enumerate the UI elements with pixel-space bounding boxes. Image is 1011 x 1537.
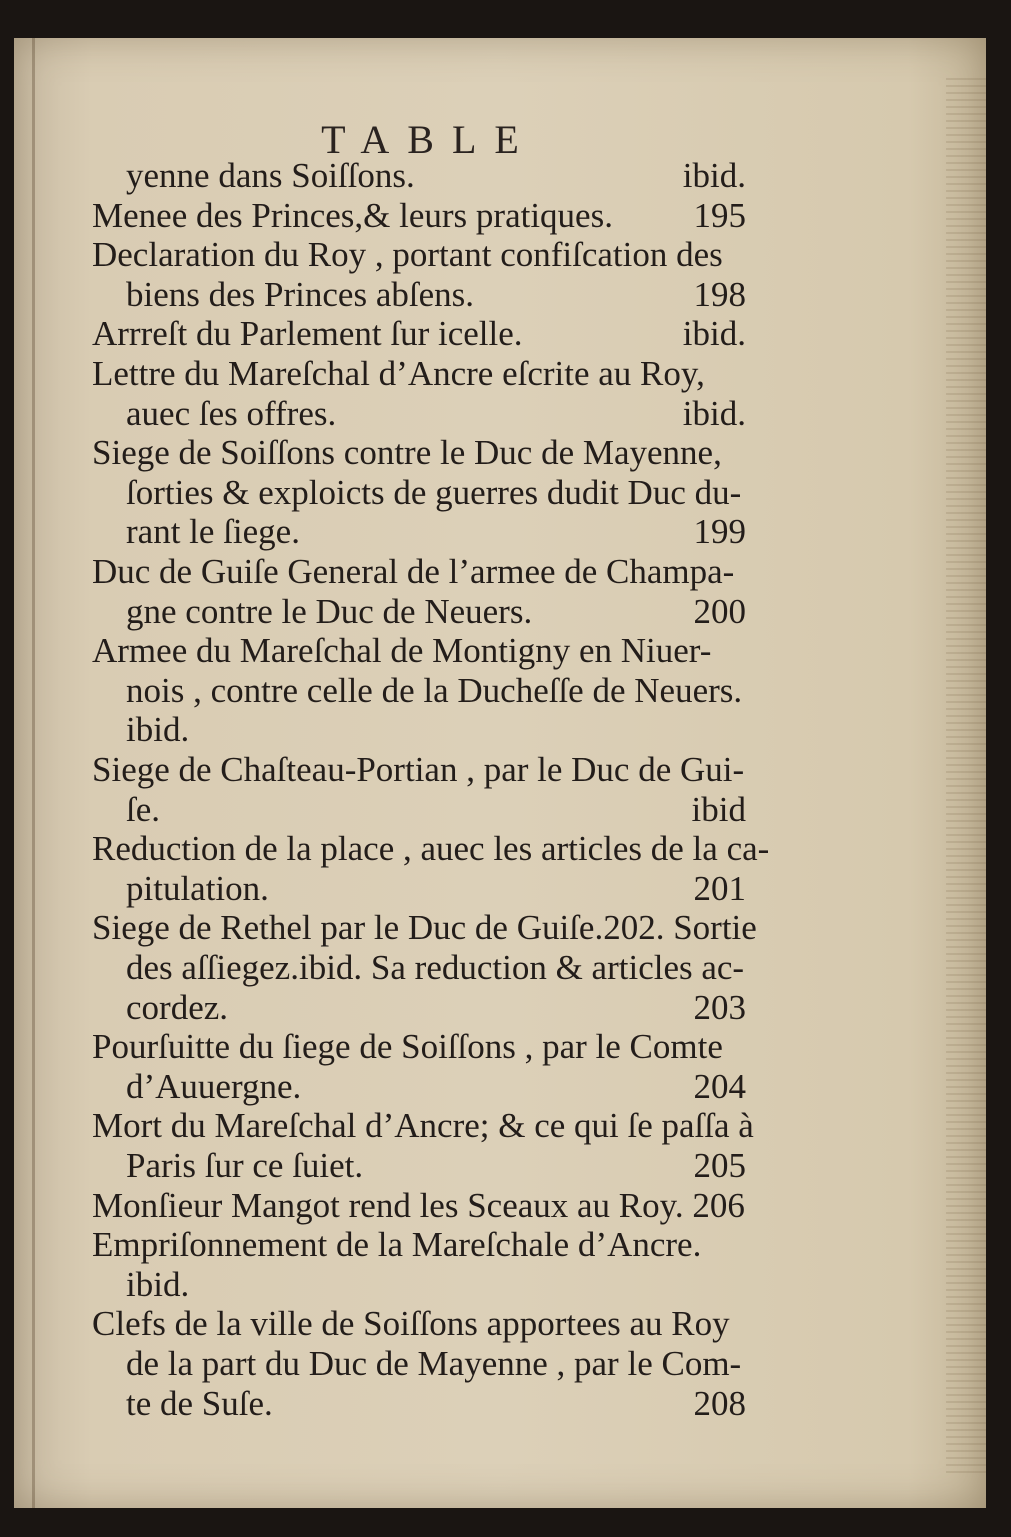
table-line-text: Clefs de la ville de Soiſſons apportees au Roy: [92, 1304, 730, 1343]
table-line-text: Arrreſt du Parlement ſur icelle.: [92, 314, 523, 353]
table-line-text: cordez.: [126, 988, 229, 1027]
table-line-text: Siege de Soiſſons contre le Duc de Mayenne,: [92, 433, 722, 472]
table-line-page-number: 199: [693, 512, 746, 551]
page-edge-texture: [946, 78, 986, 1478]
table-line-text: Lettre du Mareſchal d’Ancre eſcrite au Roy,: [92, 354, 705, 393]
table-line-text: d’Auuergne.: [126, 1067, 302, 1106]
table-line-text: des aſſiegez.ibid. Sa reduction & articles ac-: [126, 948, 745, 987]
table-line-page-number: ibid.: [682, 394, 746, 433]
table-line-text: pitulation.: [126, 869, 269, 908]
table-line-page-number: 200: [693, 592, 746, 631]
table-line-text: Siege de Rethel par le Duc de Guiſe.202. Sortie: [92, 908, 757, 947]
table-line-page-number: 204: [693, 1067, 746, 1106]
table-line-text: ſorties & exploicts de guerres dudit Duc du-: [126, 473, 742, 512]
table-line-page-number: 201: [693, 869, 746, 908]
table-line-page-number: ibid: [691, 790, 746, 829]
table-line-text: ibid.: [126, 1265, 190, 1304]
table-line-page-number: 198: [693, 275, 746, 314]
table-line-page-number: 208: [693, 1384, 746, 1423]
table-line-text: biens des Princes abſens.: [126, 275, 474, 314]
table-line-page-number: ibid.: [682, 156, 746, 195]
table-line-text: Paris ſur ce ſuiet.: [126, 1146, 364, 1185]
table-line-text: Declaration du Roy , portant confiſcation des: [92, 235, 723, 274]
table-line-text: gne contre le Duc de Neuers.: [126, 592, 533, 631]
table-line-text: Menee des Princes,& leurs pratiques.: [92, 196, 613, 235]
table-line-page-number: 205: [693, 1146, 746, 1185]
table-line-text: Empriſonnement de la Mareſchale d’Ancre.: [92, 1225, 702, 1264]
table-line-text: Monſieur Mangot rend les Sceaux au Roy. 206: [92, 1186, 745, 1225]
table-line-text: Reduction de la place , auec les articles de la ca-: [92, 829, 770, 868]
table-line-text: Duc de Guiſe General de l’armee de Champa-: [92, 552, 735, 591]
page-title: TABLE: [321, 117, 537, 162]
table-line-text: te de Suſe.: [126, 1384, 273, 1423]
table-line-text: Pourſuitte du ſiege de Soiſſons , par le Comte: [92, 1027, 723, 1066]
table-line-text: Armee du Mareſchal de Montigny en Niuer-: [92, 631, 712, 670]
table-line-text: auec ſes offres.: [126, 394, 337, 433]
table-line-page-number: 195: [693, 196, 746, 235]
table-line-text: yenne dans Soiſſons.: [126, 156, 415, 195]
table-line-text: ibid.: [126, 710, 190, 749]
table-line-page-number: 203: [693, 988, 746, 1027]
table-line-text: de la part du Duc de Mayenne , par le Com-: [126, 1344, 742, 1383]
table-line-page-number: ibid.: [682, 314, 746, 353]
table-line-text: Siege de Chaſteau-Portian , par le Duc de Gui-: [92, 750, 745, 789]
page-fold-shadow: [32, 38, 35, 1508]
table-line-text: ſe.: [126, 790, 161, 829]
table-line-text: Mort du Mareſchal d’Ancre; & ce qui ſe paſſa à: [92, 1106, 754, 1145]
table-line-text: nois , contre celle de la Ducheſſe de Neuers.: [126, 671, 743, 710]
table-line-text: rant le ſiege.: [126, 512, 300, 551]
book-page: [14, 38, 986, 1508]
